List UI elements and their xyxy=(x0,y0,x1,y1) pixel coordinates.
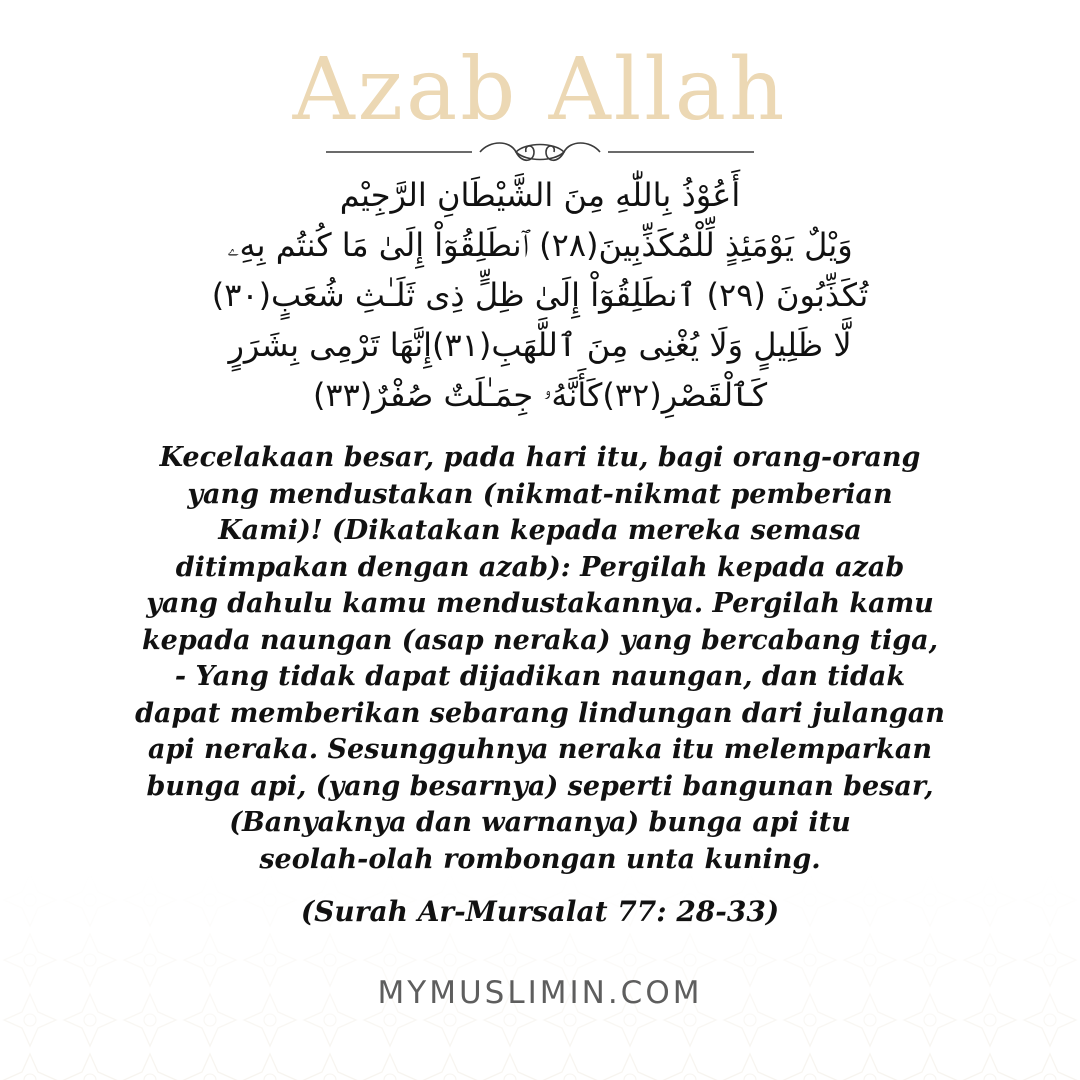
translation-line: api neraka. Sesungguhnya neraka itu melemparkan xyxy=(147,734,932,765)
translation-line: (Banyaknya dan warnanya) bunga api itu xyxy=(229,807,851,838)
arabic-verses xyxy=(110,170,970,420)
surah-reference: (Surah Ar-Mursalat 77: 28-33) xyxy=(300,895,780,928)
translation-line: bunga api, (yang besarnya) seperti bangunan besar, xyxy=(146,770,934,802)
translation-line: Kami)! (Dikatakan kepada mereka semasa xyxy=(218,515,862,546)
translation-line: ditimpakan dengan azab): Pergilah kepada azab xyxy=(175,551,905,583)
page-title: Azab Allah xyxy=(292,40,788,140)
arabic-line: لَّا ظَلِيلٍ وَلَا يُغْنِى مِنَ ٱللَّهَبِ(٣١)إِنَّهَا تَرْمِى بِشَرَرٍ xyxy=(228,326,852,364)
arabic-line: تُكَذِّبُونَ (٢٩) ٱنطَلِقُوٓاْ إِلَىٰ ظِلٍّ ذِى ثَلَـٰثِ شُعَبٍ(٣٠) xyxy=(211,276,869,314)
translation-line: yang mendustakan (nikmat-nikmat pemberian xyxy=(187,478,893,510)
translation-line: yang dahulu kamu mendustakannya. Pergilah kamu xyxy=(146,588,934,619)
arabic-line: كَٱلْقَصْرِ(٣٢)كَأَنَّهُۥ جِمَـٰلَتٌ صُفْرٌ(٣٣) xyxy=(312,376,768,414)
ornament-divider xyxy=(320,132,760,172)
arabic-line: أَعُوْذُ بِاللّٰهِ مِنَ الشَّيْطَانِ الرَّجِيْم xyxy=(339,176,741,214)
translation-line: dapat memberikan sebarang lindungan dari julangan xyxy=(135,697,945,729)
arabic-line: وَيْلٌ يَوْمَئِذٍ لِّلْمُكَذِّبِينَ(٢٨) ٱنطَلِقُوٓاْ إِلَىٰ مَا كُنتُم بِهِۦ xyxy=(227,226,853,264)
translation-line: seolah-olah rombongan unta kuning. xyxy=(259,843,821,875)
translation-text xyxy=(100,440,980,878)
translation-line: kepada naungan (asap neraka) yang bercabang tiga, xyxy=(141,624,939,656)
translation-line: - Yang tidak dapat dijadikan naungan, dan tidak xyxy=(174,661,906,692)
website-link[interactable]: MYMUSLIMIN.COM xyxy=(377,975,703,1011)
translation-line: Kecelakaan besar, pada hari itu, bagi orang-orang xyxy=(159,442,921,473)
